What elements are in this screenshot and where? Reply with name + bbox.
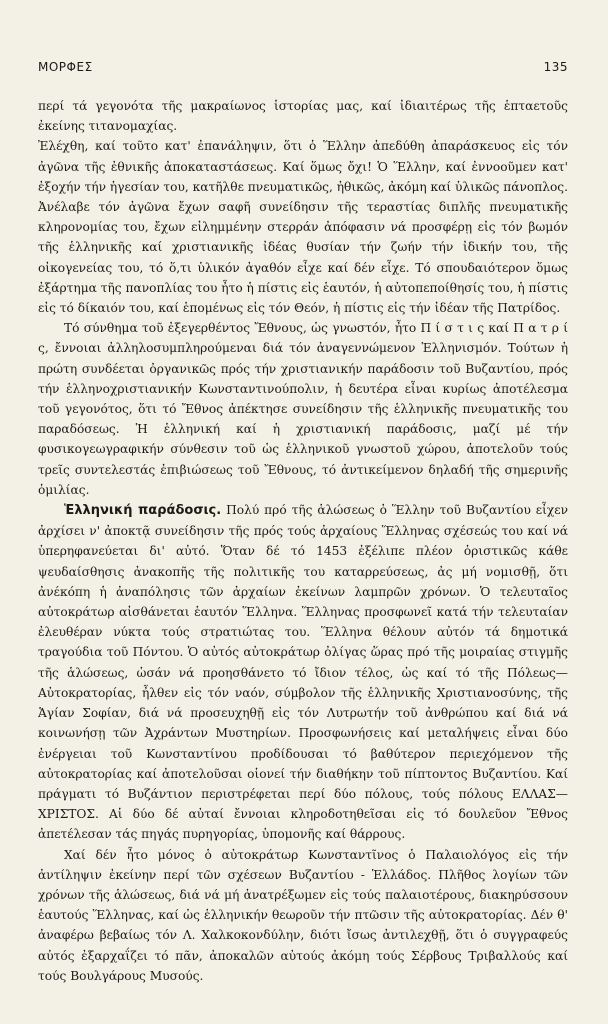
paragraph-3 (38, 318, 568, 500)
paragraph-4 (38, 500, 568, 844)
paragraph-5 (38, 845, 568, 986)
paragraph-4-text: Πολύ πρό τῆς ἁλώσεως ὁ Ἕλλην τοῦ Βυζαντίου εἶχεν ἀρχίσει ν' ἀποκτᾷ συνείδησιν τῆς πρός τούς ἀρχαίους Ἕλληνας σχέσεώς του καί νά ὑπερηφανεύεται δι' αὐτό. Ὅταν δέ τό 1453 ἐξέλιπε πλέον ὁριστικῶς κάθε ψευδαίσθησις ἀνακοπῆς τῆς πολιτικῆς του καταρρεύσεως, ἀς μή νομισθῇ, ὅτι ἀνέκόπη ἡ ἀναπόλησις τῶν ἀρχαίων ἐκείνων λαμπρῶν χρόνων. Ὁ τελευταῖος αὐτοκράτωρ αἰσθάνεται ἑαυτόν Ἕλληνα. Ἕλληνας προσφωνεῖ κατά τήν τελευταίαν ἐλευθέραν νύκτα τούς στρατιώτας του. Ἕλληνα θέλουν αὐτόν τά δημοτικά τραγούδια τοῦ Πόντου. Ὁ αὐτός αὐτοκράτωρ ὀλίγας ὥρας πρό τῆς μοιραίας στιγμῆς τῆς ἁλώσεως, ὡσάν νά προησθάνετο τό ἴδιον τέλος, ὡς καί τό τῆς Πόλεως—Αὐτοκρατορίας, ἦλθεν εἰς τόν ναόν, σύμβολον τῆς ἑλληνικῆς Χριστιανοσύνης, τῆς Ἁγίαν Σοφίαν, διά νά προσευχηθῇ εἰς τόν Λυτρωτήν τοῦ ἀνθρώπου καί διά νά κοινωνήσῃ τῶν Ἀχράντων Μυστηρίων. Προσφωνήσεις καί μεταλήψεις εἶναι δύο ἐνέργειαι τοῦ Κωνσταντίνου προδίδουσαι τό βαθύτερον περιεχόμενον τῆς αὐτοκρατορίας καί ἀποτελοῦσαι οἱονεί τήν διαθήκην τοῦ πίπτοντος Βυζαντίου. Καί πράγματι τό Βυζάντιον περιστρέφεται περί δύο πόλους, τούς πόλους ΕΛΛΑΣ—ΧΡΙΣΤΟΣ. Αἱ δύο δέ αὐταί ἔννοιαι κληροδοτηθεῖσαι εἰς τό δουλεῦον Ἔθνος ἀπετέλεσαν τάς πηγάς πυρηγορίας, ὑπομονῆς καί θάρρους. (38, 503, 569, 842)
section-heading: Ἑλληνική παράδοσις. (64, 503, 222, 519)
paragraph-2-text: Ἐλέχθη, καί τοῦτο κατ' ἐπανάληψιν, ὅτι ὁ Ἕλλην ἀπεδύθη ἀπαράσκευος εἰς τόν ἀγῶνα τῆς ἐθνικῆς ἀποκαταστάσεως. Καί ὅμως ὄχι! Ὁ Ἕλλην, καί ἐννοοῦμεν κατ' ἐξοχήν τήν ἡγεσίαν του, κατῆλθε πνευματικῶς, ἠθικῶς, ἀκόμη καί ὑλικῶς πάνοπλος. Ἀνέλαβε τόν ἀγῶνα ἔχων σαφῆ συνείδησιν τῆς τεραστίας διπλῆς πνευματικῆς κληρονομίας του, ἔχων εἰλημμένην στερράν ἀπόφασιν νά προσφέρῃ εἰς τόν βωμόν τῆς ἑλληνικῆς καί χριστιανικῆς ἰδέας θυσίαν τήν ζωήν τήν ἰδικήν του, τῆς οἰκογενείας του, τό ὅ,τι ὑλικόν ἀγαθόν εἶχε καί δέν εἶχε. Τό σπουδαιότερον ὅμως ἐξάρτημα τῆς πανοπλίας του ἦτο ἡ πίστις εἰς ἑαυτόν, ἡ αὐτοπεποίθησίς του, ἡ πίστις εἰς τό δίκαιόν του, καί ἑπομένως εἰς τόν Θεόν, ἡ πίστις εἰς τήν ἰδέαν τῆς Πατρίδος. (38, 139, 568, 316)
paragraph-3-text: Τό σύνθημα τοῦ ἐξεγερθέντος Ἔθνους, ὡς γνωστόν, ἦτο Π ί σ τ ι ς καί Π α τ ρ ί ς, ἔννοιαι ἀλληλοσυμπληρούμεναι διά τόν ἀναγεννώμενον Ἑλληνισμόν. Τούτων ἡ πρώτη συνδέεται ὀργανικῶς πρός τήν χριστιανικήν παράδοσιν τοῦ Βυζαντίου, πρός τήν ἑλληνοχριστιανικήν Κωνσταντινούπολιν, ἡ δευτέρα εἶναι κυρίως ἀποτέλεσμα τοῦ γεγονότος, ὅτι τό Ἔθνος ἀπέκτησε συνείδησιν τῆς ἑλληνικῆς πνευματικῆς του παραδόσεως. Ἡ ἑλληνική καί ἡ χριστιανική παράδοσις, μαζί μέ τήν φυσικογεωγραφικήν σύνθεσιν τοῦ ὡς ἑλληνικοῦ γνωστοῦ χώρου, ἀποτελοῦν τούς τρεῖς συντελεστάς ἐπιβιώσεως τοῦ Ἔθνους, τό ἀντικείμενον δηλαδή τῆς σημερινῆς ὁμιλίας. (38, 321, 568, 497)
paragraph-1 (38, 96, 568, 136)
running-title: ΜΟΡΦΕΣ (38, 60, 93, 74)
page-number: 135 (543, 60, 568, 74)
paragraph-5-text: Χαί δέν ἦτο μόνος ὁ αὐτοκράτωρ Κωνσταντῖνος ὁ Παλαιολόγος εἰς τήν ἀντίληψιν ἐκείνην περί τῶν σχέσεων Βυζαντίου - Ἑλλάδος. Πλῆθος λογίων τῶν χρόνων τῆς ἁλώσεως, διά νά μή ἀνατρέξωμεν εἰς τούς παλαιοτέρους, διακηρύσσουν ἑαυτούς Ἕλληνας, καί ὡς ἑλληνικήν θεωροῦν τήν πτῶσιν τῆς αὐτοκρατορίας. Δέν θ' ἀναφέρω βεβαίως τόν Λ. Χαλκοκονδύλην, διότι ἴσως ἀντιλεχθῇ, ὅτι ὁ συγγραφεύς αὐτός ἐξαρχαΐζει τό πᾶν, ἀποκαλῶν αὐτούς ἀκόμη τούς Σέρβους Τριβαλλούς καί τούς Βουλγάρους Μυσούς. (38, 847, 568, 983)
paragraph-1-text: περί τά γεγονότα τῆς μακραίωνος ἱστορίας μας, καί ἰδιαιτέρως τῆς ἑπταετοῦς ἐκείνης τιτανομαχίας. (38, 99, 568, 134)
body-text (38, 96, 568, 986)
paragraph-2 (38, 136, 568, 318)
running-head (38, 60, 568, 74)
